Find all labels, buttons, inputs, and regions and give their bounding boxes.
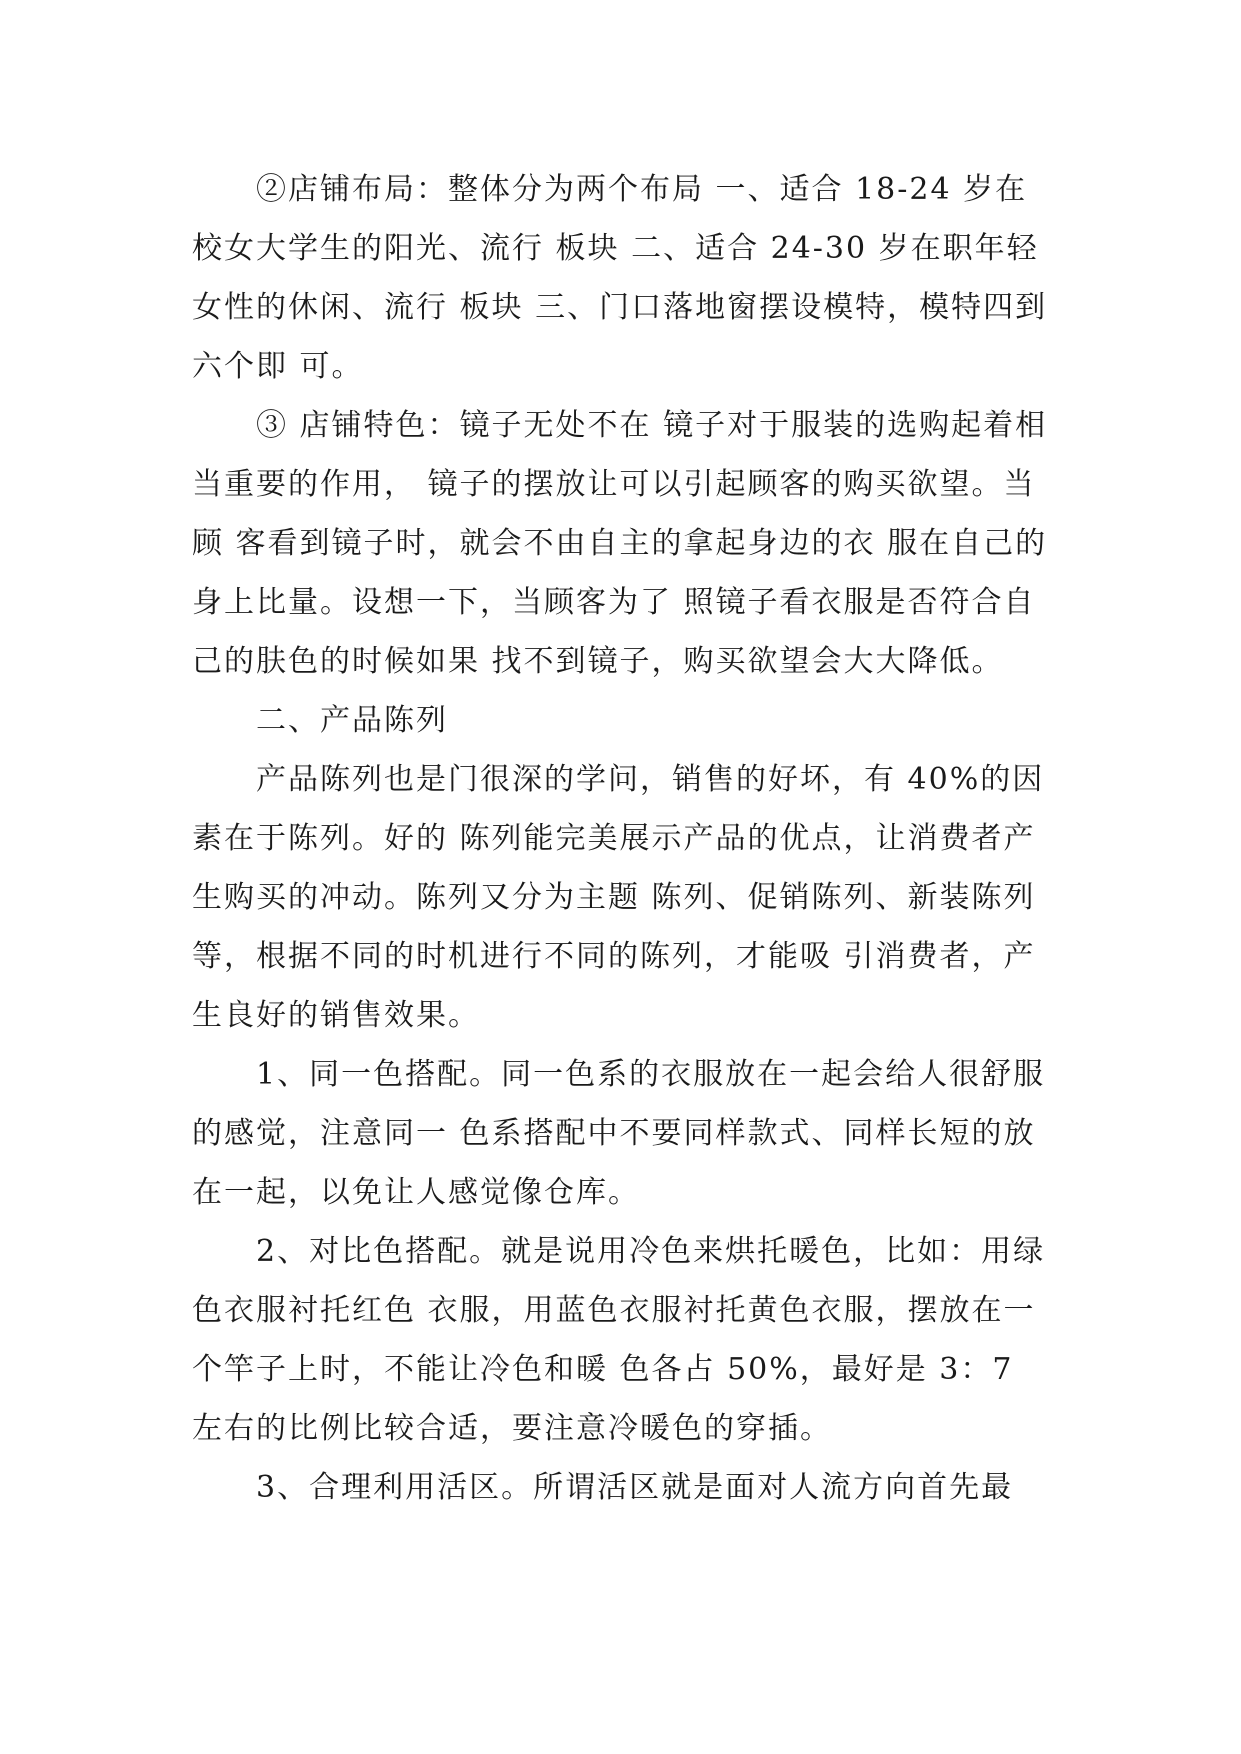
paragraph-store-features: ③ 店铺特色：镜子无处不在 镜子对于服装的选购起着相当重要的作用， 镜子的摆放让可以引起顾客的购买欲望。当顾 客看到镜子时，就会不由自主的拿起身边的衣 服在自己的身上比量。设想一下，当顾客为了 照镜子看衣服是否符合自己的肤色的时候如果 找不到镜子，购买欲望会大大降低。 <box>192 408 1048 679</box>
section-heading-product-display: 二、产品陈列 <box>256 703 448 738</box>
paragraph-product-display-intro: 产品陈列也是门很深的学问，销售的好坏，有 40%的因素在于陈列。好的 陈列能完美展示产品的优点，让消费者产生购买的冲动。陈列又分为主题 陈列、促销陈列、新装陈列等，根据不同的时机进行不同的陈列，才能吸 引消费者，产生良好的销售效果。 <box>192 762 1045 1033</box>
paragraph-contrast-color-matching: 2、对比色搭配。就是说用冷色来烘托暖色，比如：用绿色衣服衬托红色 衣服，用蓝色衣服衬托黄色衣服，摆放在一个竿子上时，不能让冷色和暖 色各占 50%，最好是 3：7 左右的比例比较合适，要注意冷暖色的穿插。 <box>192 1234 1046 1446</box>
paragraph-store-layout: ②店铺布局：整体分为两个布局 一、适合 18-24 岁在校女大学生的阳光、流行 板块 二、适合 24-30 岁在职年轻女性的休闲、流行 板块 三、门口落地窗摆设模特，模特四到六个即 可。 <box>192 172 1048 384</box>
paragraph-same-color-matching: 1、同一色搭配。同一色系的衣服放在一起会给人很舒服的感觉，注意同一 色系搭配中不要同样款式、同样长短的放在一起，以免让人感觉像仓库。 <box>192 1057 1046 1210</box>
paragraph-active-zone: 3、合理利用活区。所谓活区就是面对人流方向首先最 <box>256 1470 1014 1505</box>
document-body <box>192 160 1054 1517</box>
